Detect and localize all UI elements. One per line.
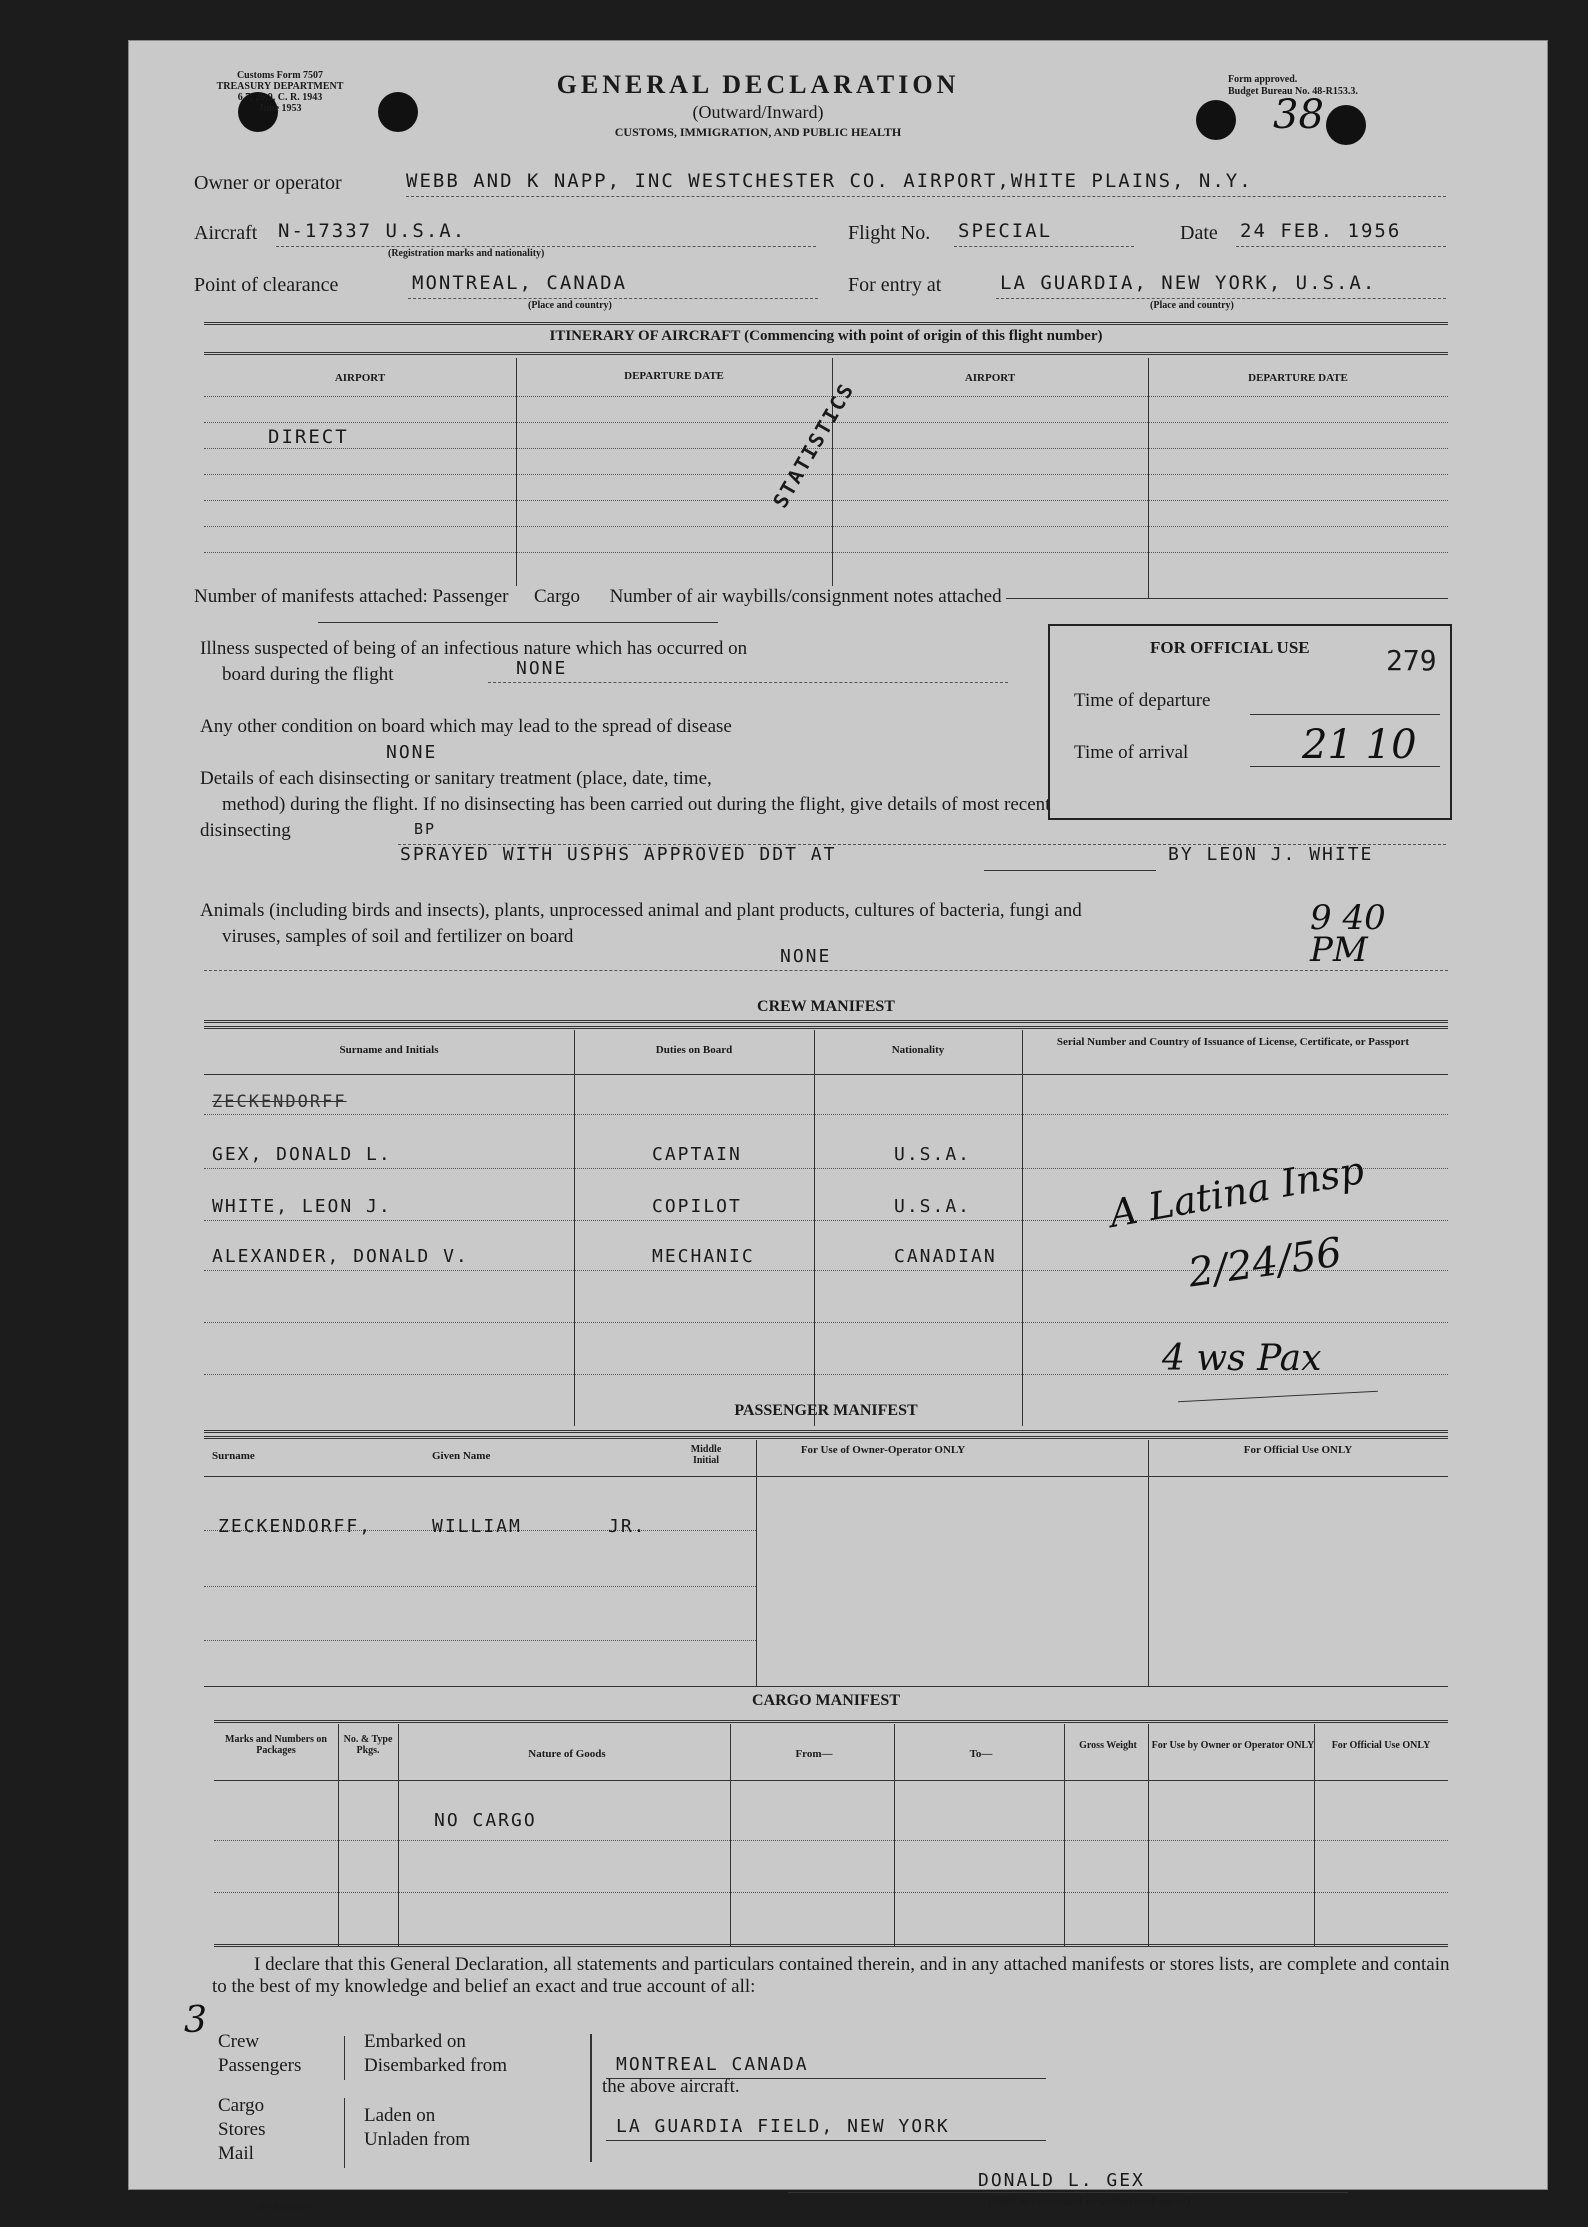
declaration-item: Laden on	[364, 2105, 436, 2126]
cargo-header: To—	[969, 1748, 993, 1760]
animals-label-line: viruses, samples of soil and fertilizer on board	[222, 926, 574, 947]
entry-value: LA GUARDIA, NEW YORK, U.S.A.	[1000, 272, 1377, 294]
crew-nationality: CANADIAN	[894, 1246, 997, 1267]
form-title-block	[428, 70, 1088, 140]
details-label	[200, 766, 1050, 844]
cargo-header: Nature of Goods	[528, 1748, 606, 1760]
declaration-col1a	[218, 2030, 301, 2078]
itinerary-header: AIRPORT	[334, 372, 386, 384]
time-note: 9 40 PM	[1310, 898, 1386, 970]
passenger-surname: ZECKENDORFF,	[218, 1516, 373, 1537]
declaration-signer-note: (Pilot in command or authorized agent)	[988, 2194, 1191, 2208]
official-use-number: 279	[1386, 644, 1437, 677]
illness-label-line: board during the flight	[222, 664, 394, 685]
itinerary-title-note: (Commencing with point of origin of this flight number)	[744, 328, 1103, 344]
form-title: GENERAL DECLARATION	[556, 70, 960, 99]
crew-handwriting-2: 2/24/56	[1185, 1229, 1345, 1297]
cargo-header: For Use by Owner or Operator ONLY	[1151, 1740, 1315, 1751]
details-value-2: BY LEON J. WHITE	[1168, 844, 1374, 865]
itinerary-title-text: ITINERARY OF AIRCRAFT	[549, 328, 741, 344]
manifests-cargo-label: Cargo	[533, 586, 581, 607]
declaration-col2a	[364, 2030, 507, 2078]
details-label-line: method) during the flight. If no disinsecting has been carried out during the flight, give details of most recent	[222, 794, 1051, 815]
crew-duty: COPILOT	[652, 1196, 742, 1217]
crew-duty: CAPTAIN	[652, 1144, 742, 1165]
crew-header: Duties on Board	[655, 1044, 733, 1056]
declaration-aircraft-text: the above aircraft.	[602, 2076, 740, 2097]
owner-value: WEBB AND K NAPP, INC WESTCHESTER CO. AIRPORT,WHITE PLAINS, N.Y.	[406, 170, 1253, 192]
passenger-header: For Use of Owner-Operator ONLY	[800, 1444, 966, 1456]
form-corner-left	[190, 70, 370, 114]
entry-label: For entry at	[848, 274, 942, 296]
condition-value: NONE	[386, 742, 438, 763]
crew-header: Surname and Initials	[339, 1044, 439, 1056]
crew-header: Serial Number and Country of Issuance of License, Certificate, or Passport	[1056, 1036, 1410, 1048]
form-subtitle2: CUSTOMS, IMMIGRATION, AND PUBLIC HEALTH	[614, 125, 902, 139]
manifests-passenger-label: Number of manifests attached: Passenger	[194, 586, 509, 607]
details-label-line: Details of each disinsecting or sanitary treatment (place, date, time,	[200, 768, 712, 789]
crew-name: ALEXANDER, DONALD V.	[212, 1246, 469, 1267]
declaration-item: Passengers	[218, 2055, 302, 2076]
aircraft-value: N-17337 U.S.A.	[278, 220, 467, 242]
details-label-line: disinsecting	[200, 820, 291, 841]
cargo-value: NO CARGO	[434, 1810, 537, 1831]
form-number: 38	[1273, 92, 1324, 138]
form-subtitle: (Outward/Inward)	[692, 102, 824, 122]
itinerary-header: DEPARTURE DATE	[1248, 372, 1348, 384]
passenger-header: Middle Initial	[690, 1444, 722, 1466]
crew-duty: MECHANIC	[652, 1246, 755, 1267]
crew-name: GEX, DONALD L.	[212, 1144, 392, 1165]
details-value: SPRAYED WITH USPHS APPROVED DDT AT	[400, 844, 837, 865]
official-use-title: FOR OFFICIAL USE	[1150, 638, 1310, 657]
flight-label: Flight No.	[848, 222, 931, 244]
declaration-margin-mark: 3	[184, 2000, 207, 2041]
corner-line: 6.7, 26.9, C. R. 1943	[237, 92, 323, 103]
crew-handwriting-3: 4 ws Pax	[1162, 1338, 1322, 1379]
animals-label	[200, 898, 1082, 950]
crew-name: WHITE, LEON J.	[212, 1196, 392, 1217]
owner-label: Owner or operator	[194, 172, 342, 194]
cargo-header: Marks and Numbers on Packages	[225, 1734, 327, 1756]
corner-line: June 1953	[258, 103, 302, 114]
declaration-signer: DONALD L. GEX	[978, 2170, 1145, 2191]
departure-label: Time of departure	[1074, 690, 1211, 711]
crew-struck-entry: ZECKENDORFF	[212, 1092, 347, 1112]
crew-title: CREW MANIFEST	[757, 998, 895, 1015]
punch-hole-icon	[1326, 105, 1366, 145]
itinerary-header: DEPARTURE DATE	[624, 370, 724, 382]
aircraft-note: (Registration marks and nationality)	[388, 248, 545, 259]
declaration-item: Crew	[218, 2031, 260, 2052]
punch-hole-icon	[1196, 100, 1236, 140]
crew-handwriting-1: A Latina Insp	[1106, 1147, 1368, 1237]
arrival-value: 21 10	[1302, 722, 1417, 768]
passenger-header: For Official Use ONLY	[1243, 1444, 1353, 1456]
clearance-note: (Place and country)	[528, 300, 612, 311]
cargo-header: For Official Use ONLY	[1331, 1740, 1431, 1751]
illness-label-line: Illness suspected of being of an infectious nature which has occurred on	[200, 638, 748, 659]
declaration-form	[128, 40, 1548, 2212]
cargo-title: CARGO MANIFEST	[751, 1692, 900, 1709]
passenger-header: Surname	[212, 1450, 255, 1462]
illness-value: NONE	[516, 658, 568, 679]
animals-value: NONE	[780, 946, 832, 967]
cargo-header: Gross Weight	[1079, 1740, 1137, 1751]
declaration-place-2: LA GUARDIA FIELD, NEW YORK	[616, 2116, 950, 2137]
manifests-line	[194, 586, 1006, 608]
declaration-item: Mail	[218, 2143, 254, 2164]
declaration-item: Disembarked from	[364, 2055, 507, 2076]
corner-line: TREASURY DEPARTMENT	[216, 81, 344, 92]
clearance-value: MONTREAL, CANADA	[412, 272, 628, 294]
details-mark: BP	[414, 820, 437, 838]
condition-label: Any other condition on board which may lead to the spread of disease	[200, 716, 732, 737]
passenger-header: Given Name	[432, 1450, 491, 1462]
itinerary-title	[204, 328, 1448, 345]
declaration-item: Cargo	[218, 2095, 265, 2116]
punch-hole-icon	[378, 92, 418, 132]
declaration-col1b	[218, 2094, 266, 2166]
clearance-label: Point of clearance	[194, 274, 339, 296]
declaration-text: I declare that this General Declaration, all statements and particulars contained therein, and in any attached manifests or stores lists, are complete and contain to the best of my knowledge and belief an exact and true account of all:	[212, 1954, 1450, 1997]
manifests-waybill-label: Number of air waybills/consignment notes attached	[609, 586, 1002, 607]
form-corner-right	[1228, 74, 1448, 98]
flight-value: SPECIAL	[958, 220, 1053, 242]
declaration-item: Embarked on	[364, 2031, 466, 2052]
arrival-label: Time of arrival	[1074, 742, 1189, 763]
entry-note: (Place and country)	[1150, 300, 1234, 311]
crew-nationality: U.S.A.	[894, 1144, 972, 1165]
itinerary-header: AIRPORT	[964, 372, 1016, 384]
date-label: Date	[1180, 222, 1218, 244]
passenger-given-name: WILLIAM	[432, 1516, 522, 1537]
corner-line: Form approved.	[1228, 74, 1298, 85]
declaration-item: Stores	[218, 2119, 266, 2140]
official-use-box	[1048, 624, 1452, 820]
crew-nationality: U.S.A.	[894, 1196, 972, 1217]
footer-code: e6-16-55255-4	[258, 2202, 312, 2212]
cargo-header: No. & Type Pkgs.	[343, 1734, 393, 1756]
crew-header: Nationality	[891, 1044, 945, 1056]
declaration-col2b	[364, 2104, 470, 2152]
passenger-middle: JR.	[608, 1516, 647, 1537]
aircraft-label: Aircraft	[194, 222, 258, 244]
itinerary-entry: DIRECT	[268, 426, 349, 448]
illness-label	[200, 636, 747, 688]
passenger-title: PASSENGER MANIFEST	[734, 1402, 918, 1419]
corner-line: Customs Form 7507	[236, 70, 324, 81]
animals-label-line: Animals (including birds and insects), plants, unprocessed animal and plant products, cultures of bacteria, fungi and	[200, 900, 1082, 921]
declaration-place-1: MONTREAL CANADA	[616, 2054, 809, 2075]
declaration-item: Unladen from	[364, 2129, 471, 2150]
date-value: 24 FEB. 1956	[1240, 220, 1402, 242]
cargo-header: From—	[795, 1748, 833, 1760]
statistics-stamp: STATISTICS	[768, 378, 859, 512]
corner-line: Budget Bureau No. 48-R153.3.	[1228, 86, 1358, 97]
